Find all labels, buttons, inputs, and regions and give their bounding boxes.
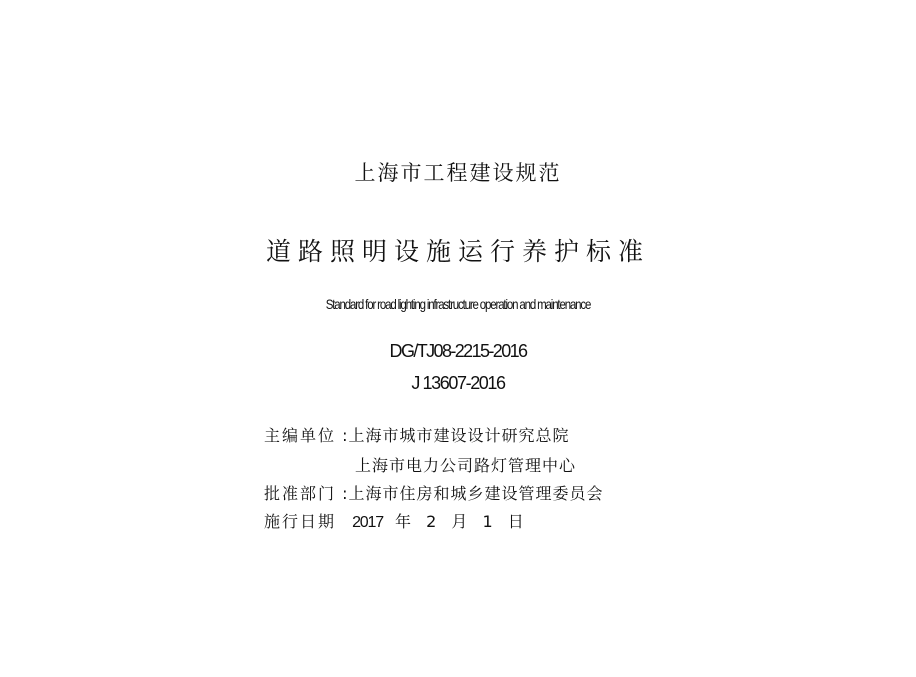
document-title-english: Standard for road lighting infrastructure operation and maintenance xyxy=(325,296,591,312)
effective-month-unit: 月 xyxy=(451,512,469,531)
effective-day-unit: 日 xyxy=(507,512,525,531)
document-title: 道路照明设施运行养护标准 xyxy=(265,237,650,266)
effective-month: 2 xyxy=(426,512,438,531)
series-title: 上海市工程建设规范 xyxy=(354,161,562,185)
effective-date-row xyxy=(264,509,525,532)
editor-separator: : xyxy=(342,426,349,445)
effective-day: 1 xyxy=(482,512,494,531)
editor-org-1: 上海市城市建设设计研究总院 xyxy=(348,426,570,445)
approver-row xyxy=(264,481,604,504)
effective-label: 施行日期 xyxy=(264,512,337,531)
effective-year-unit: 年 xyxy=(395,512,413,531)
approver-org: 上海市住房和城乡建设管理委员会 xyxy=(348,484,604,503)
approver-label: 批准部门 xyxy=(264,484,337,503)
editor-row xyxy=(264,423,570,446)
record-code: J 13607-2016 xyxy=(411,373,505,393)
effective-year: 2017 xyxy=(352,514,383,531)
approver-separator: : xyxy=(342,484,349,503)
editor-org-2: 上海市电力公司路灯管理中心 xyxy=(355,456,577,475)
standard-code: DG/TJ08-2215-2016 xyxy=(389,341,527,361)
editor-label: 主编单位 xyxy=(264,426,337,445)
editor-row-2 xyxy=(355,453,576,476)
